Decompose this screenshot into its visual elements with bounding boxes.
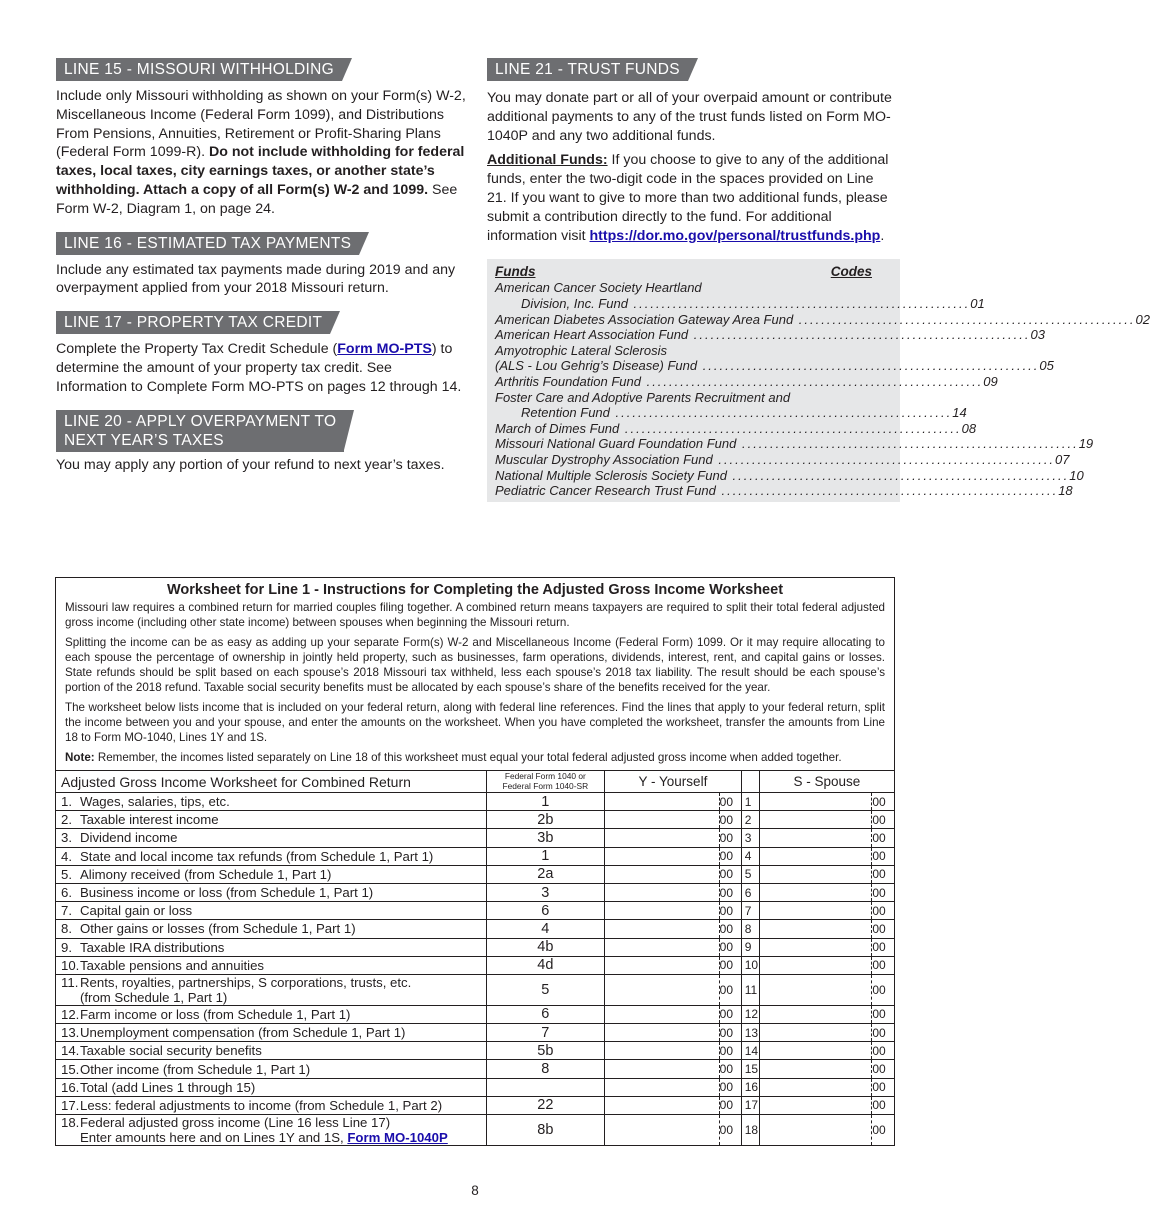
agi-row-label: 5. Alimony received (from Schedule 1, Part 1): [56, 865, 486, 883]
spouse-amount-input[interactable]: [759, 974, 872, 1005]
agi-row-label: 2. Taxable interest income: [56, 811, 486, 829]
yourself-amount-input[interactable]: [605, 1096, 720, 1114]
fund-row: [495, 311, 1150, 328]
line-number: 1: [741, 793, 759, 811]
agi-row-label: 3. Dividend income: [56, 829, 486, 847]
line-number: 10: [741, 956, 759, 974]
agi-row-label: 1. Wages, salaries, tips, etc.: [56, 793, 486, 811]
spouse-amount-input[interactable]: [759, 883, 872, 901]
federal-line-ref: [486, 1078, 605, 1096]
spouse-amount-input[interactable]: [759, 811, 872, 829]
fund-row: [495, 327, 1045, 343]
spouse-amount-input[interactable]: [759, 920, 872, 938]
fund-code: 19: [1078, 436, 1094, 452]
fund-row: [495, 373, 998, 390]
agi-row-label: 10.Taxable pensions and annuities: [56, 956, 486, 974]
yourself-amount-input[interactable]: [605, 883, 720, 901]
form-mo-pts-link[interactable]: Form MO-PTS: [337, 341, 432, 358]
agi-row-label: 4. State and local income tax refunds (from Schedule 1, Part 1): [56, 847, 486, 865]
federal-line-ref: 22: [486, 1096, 605, 1114]
funds-rows: [495, 280, 1150, 499]
spouse-cents: 00: [872, 1042, 894, 1060]
additional-funds-text: Additional Funds: If you choose to give to any of the additional funds, enter the two-digit code in the spaces provided on Line 21. If you want to give to more than two additional funds, please submit a contribution directly to the fund. For additional information visit https://dor.mo.gov/personal/trustfunds.php.: [487, 152, 889, 244]
line21-heading: LINE 21 - TRUST FUNDS: [487, 58, 688, 81]
spouse-cents: 00: [872, 1115, 894, 1146]
agi-row: [56, 1060, 894, 1078]
line-number: 2: [741, 811, 759, 829]
trust-funds-url-link[interactable]: https://dor.mo.gov/personal/trustfunds.php: [589, 227, 881, 244]
agi-row-label: 15.Other income (from Schedule 1, Part 1): [56, 1060, 486, 1078]
line-number: 12: [741, 1005, 759, 1023]
yourself-cents: 00: [719, 974, 741, 1005]
yourself-cents: 00: [719, 938, 741, 956]
fund-code: 18: [1058, 483, 1073, 499]
yourself-amount-input[interactable]: [605, 811, 720, 829]
worksheet-paragraph-3: The worksheet below lists income that is included on your federal return, along with federal line references. Find the lines that apply to your federal return, split the income between you and your spouse, and enter the amounts on the worksheet. When you have completed the worksheet, transfer the amounts from Line 18 to Form MO-1040, Lines 1Y and 1S.: [65, 701, 885, 744]
funds-table-header: Funds Codes: [495, 264, 872, 280]
fund-name: American Heart Association Fund: [495, 327, 689, 343]
fund-name-prefix: American Cancer Society Heartland: [495, 280, 702, 296]
spouse-cents: 00: [872, 1060, 894, 1078]
fund-name: Arthritis Foundation Fund: [495, 373, 641, 389]
fund-name: Division, Inc. Fund: [521, 295, 628, 311]
funds-table: [487, 259, 1150, 501]
spouse-amount-input[interactable]: [759, 938, 872, 956]
agi-row: [56, 974, 894, 1005]
spouse-cents: 00: [872, 1005, 894, 1023]
dot-leader: ............................................................: [726, 467, 1070, 483]
line-number: 11: [741, 974, 759, 1005]
spouse-cents: 00: [872, 883, 894, 901]
line-number: 3: [741, 829, 759, 847]
federal-line-ref: 2b: [486, 811, 605, 829]
fund-code: 05: [1039, 358, 1054, 374]
line17-heading: LINE 17 - PROPERTY TAX CREDIT: [56, 311, 330, 334]
agi-row: [56, 829, 894, 847]
yourself-cents: 00: [719, 1042, 741, 1060]
line16-section: [56, 232, 466, 299]
agi-row: [56, 956, 894, 974]
fund-name: Missouri National Guard Foundation Fund: [495, 436, 737, 452]
federal-line-ref: 5: [486, 974, 605, 1005]
federal-line-ref: 3: [486, 883, 605, 901]
agi-row-label: 11. Rents, royalties, partnerships, S corporations, trusts, etc. (from Schedule 1, Part 1): [56, 974, 486, 1005]
spouse-cents: 00: [872, 956, 894, 974]
yourself-amount-input[interactable]: [605, 865, 720, 883]
agi-row-label: 7. Capital gain or loss: [56, 902, 486, 920]
federal-form-column-header: Federal Form 1040 or Federal Form 1040-SR: [486, 771, 605, 793]
fund-name: American Diabetes Association Gateway Area Fund: [495, 311, 794, 327]
yourself-cents: 00: [719, 956, 741, 974]
federal-line-ref: 4: [486, 920, 605, 938]
spouse-amount-input[interactable]: [759, 956, 872, 974]
fund-row: [495, 451, 1070, 468]
spouse-column-header: S - Spouse: [759, 771, 894, 793]
federal-line-ref: 1: [486, 847, 605, 865]
fund-code: 01: [970, 295, 985, 311]
dot-leader: ............................................................: [697, 358, 1040, 374]
line-number: 17: [741, 1096, 759, 1114]
fund-name-prefix: Foster Care and Adoptive Parents Recruitment and: [495, 389, 791, 405]
fund-row: [495, 358, 1054, 374]
agi-row-label: 8. Other gains or losses (from Schedule 1, Part 1): [56, 920, 486, 938]
line20-section: [56, 410, 466, 475]
agi-row-label: 16.Total (add Lines 1 through 15): [56, 1078, 486, 1096]
line-number: 18: [741, 1115, 759, 1146]
line16-heading: LINE 16 - ESTIMATED TAX PAYMENTS: [56, 232, 359, 255]
dot-leader: ............................................................: [715, 483, 1059, 499]
line17-section: [56, 311, 466, 396]
agi-row: [56, 902, 894, 920]
spouse-cents: 00: [872, 811, 894, 829]
dot-leader: ............................................................: [627, 295, 971, 311]
agi-worksheet: [55, 577, 895, 1146]
fund-code: 14: [952, 405, 967, 421]
yourself-amount-input[interactable]: [605, 920, 720, 938]
dot-leader: ............................................................: [793, 311, 1136, 327]
yourself-cents: 00: [719, 1096, 741, 1114]
fund-name: Retention Fund: [521, 405, 610, 421]
federal-line-ref: 8: [486, 1060, 605, 1078]
agi-row: [56, 1042, 894, 1060]
yourself-amount-input[interactable]: [605, 847, 720, 865]
yourself-cents: 00: [719, 1115, 741, 1146]
line21-text: You may donate part or all of your overpaid amount or contribute additional payments to any of the trust funds listed on Form MO-1040P and any two additional funds.: [487, 90, 892, 144]
line-number: 14: [741, 1042, 759, 1060]
agi-row: [56, 1078, 894, 1096]
federal-line-ref: 7: [486, 1024, 605, 1042]
agi-row: [56, 811, 894, 829]
spouse-amount-input[interactable]: [759, 829, 872, 847]
federal-line-ref: 1: [486, 793, 605, 811]
dot-leader: ............................................................: [619, 420, 962, 436]
agi-row: [56, 1096, 894, 1114]
agi-table: [56, 770, 894, 1145]
yourself-cents: 00: [719, 811, 741, 829]
agi-row-label: 6. Business income or loss (from Schedule 1, Part 1): [56, 883, 486, 901]
yourself-amount-input[interactable]: [605, 956, 720, 974]
spouse-amount-input[interactable]: [759, 793, 872, 811]
federal-line-ref: 3b: [486, 829, 605, 847]
yourself-amount-input[interactable]: [605, 793, 720, 811]
federal-line-ref: 2a: [486, 865, 605, 883]
yourself-cents: 00: [719, 1005, 741, 1023]
fund-name: (ALS - Lou Gehrig’s Disease) Fund: [495, 358, 698, 374]
spouse-amount-input[interactable]: [759, 902, 872, 920]
fund-code: 07: [1055, 451, 1070, 467]
federal-line-ref: 5b: [486, 1042, 605, 1060]
line15-heading: LINE 15 - MISSOURI WITHHOLDING: [56, 58, 342, 81]
yourself-amount-input[interactable]: [605, 1078, 720, 1096]
line-number: 6: [741, 883, 759, 901]
line15-text: Include only Missouri withholding as shown on your Form(s) W-2, Miscellaneous Income (Federal Form 1099), and Distributions From Pensions, Annuities, Retirement or Profit-Sharing Plans (Federal Form 1099-R). Do not include withholding for federal taxes, local taxes, city earnings taxes, or another state’s withholding. Attach a copy of all Form(s) W-2 and 1099. See Form W-2, Diagram 1, on page 24.: [56, 88, 466, 217]
agi-row-label: 18.Federal adjusted gross income (Line 16 less Line 17) Enter amounts here and on Lines 1Y and 1S, Form MO-1040P: [56, 1115, 486, 1146]
spouse-cents: 00: [872, 793, 894, 811]
dot-leader: ............................................................: [688, 327, 1031, 343]
fund-name-prefix: Amyotrophic Lateral Sclerosis: [495, 342, 667, 358]
line-number: 4: [741, 847, 759, 865]
yourself-cents: 00: [719, 865, 741, 883]
fund-row: [495, 483, 1073, 499]
spouse-cents: 00: [872, 938, 894, 956]
left-column: [56, 58, 466, 487]
form-mo-1040p-link[interactable]: Form MO-1040P: [347, 1130, 448, 1145]
page-number: 8: [471, 1183, 479, 1198]
spouse-cents: 00: [872, 829, 894, 847]
line15-section: [56, 58, 466, 219]
spouse-cents: 00: [872, 902, 894, 920]
yourself-amount-input[interactable]: [605, 1060, 720, 1078]
spouse-cents: 00: [872, 865, 894, 883]
spouse-amount-input[interactable]: [759, 1060, 872, 1078]
dot-leader: ............................................................: [712, 451, 1056, 467]
agi-row-label: 17.Less: federal adjustments to income (from Schedule 1, Part 2): [56, 1096, 486, 1114]
spouse-cents: 00: [872, 847, 894, 865]
agi-table-header: [56, 771, 894, 793]
federal-line-ref: 4d: [486, 956, 605, 974]
federal-line-ref: 6: [486, 902, 605, 920]
fund-code: 09: [983, 373, 998, 389]
spouse-cents: 00: [872, 1096, 894, 1114]
fund-code: 03: [1030, 327, 1045, 343]
right-column: [487, 58, 1150, 502]
spouse-amount-input[interactable]: [759, 865, 872, 883]
yourself-amount-input[interactable]: [605, 1115, 720, 1146]
worksheet-title: Worksheet for Line 1 - Instructions for Completing the Adjusted Gross Income Worksheet: [166, 582, 784, 598]
fund-row: [495, 295, 985, 312]
fund-row: [495, 405, 967, 421]
yourself-cents: 00: [719, 793, 741, 811]
federal-line-ref: 4b: [486, 938, 605, 956]
spouse-amount-input[interactable]: [759, 1024, 872, 1042]
agi-row: [56, 793, 894, 811]
yourself-cents: 00: [719, 883, 741, 901]
agi-row: [56, 847, 894, 865]
line17-text: Complete the Property Tax Credit Schedule (Form MO-PTS) to determine the amount of your property tax credit. See Information to Complete Form MO-PTS on pages 12 through 14.: [56, 341, 462, 395]
spouse-amount-input[interactable]: [759, 1096, 872, 1114]
yourself-amount-input[interactable]: [605, 1005, 720, 1023]
agi-table-title: Adjusted Gross Income Worksheet for Combined Return: [56, 771, 486, 793]
yourself-column-header: Y - Yourself: [605, 771, 742, 793]
yourself-cents: 00: [719, 1078, 741, 1096]
agi-row-label: 13.Unemployment compensation (from Schedule 1, Part 1): [56, 1024, 486, 1042]
fund-row: [495, 436, 1094, 452]
fund-code: 08: [961, 420, 977, 436]
spouse-amount-input[interactable]: [759, 1115, 872, 1146]
agi-row: [56, 920, 894, 938]
federal-line-ref: 6: [486, 1005, 605, 1023]
yourself-cents: 00: [719, 1060, 741, 1078]
yourself-cents: 00: [719, 847, 741, 865]
line-number: 13: [741, 1024, 759, 1042]
agi-row: [56, 1024, 894, 1042]
line20-text: You may apply any portion of your refund to next year’s taxes.: [56, 456, 445, 473]
dot-leader: ............................................................: [640, 373, 984, 389]
fund-name: Muscular Dystrophy Association Fund: [495, 451, 713, 467]
line-number: 16: [741, 1078, 759, 1096]
line-number: 9: [741, 938, 759, 956]
line20-heading: LINE 20 - APPLY OVERPAYMENT TO NEXT YEAR’S TAXES: [56, 410, 344, 452]
fund-name: National Multiple Sclerosis Society Fund: [495, 467, 727, 483]
line16-text: Include any estimated tax payments made during 2019 and any overpayment applied from your 2018 Missouri return.: [56, 261, 456, 297]
yourself-amount-input[interactable]: [605, 829, 720, 847]
agi-row-label: 12.Farm income or loss (from Schedule 1, Part 1): [56, 1005, 486, 1023]
yourself-amount-input[interactable]: [605, 902, 720, 920]
yourself-amount-input[interactable]: [605, 1042, 720, 1060]
dot-leader: ............................................................: [609, 405, 953, 421]
spouse-amount-input[interactable]: [759, 1042, 872, 1060]
yourself-amount-input[interactable]: [605, 974, 720, 1005]
spouse-cents: 00: [872, 920, 894, 938]
agi-row-label: 14.Taxable social security benefits: [56, 1042, 486, 1060]
agi-row: [56, 1115, 894, 1146]
line-number: 7: [741, 902, 759, 920]
worksheet-paragraph-1: Missouri law requires a combined return for married couples filing together. A combined return means taxpayers are required to split their total federal adjusted gross income (including other state income) between spouses when beginning the Missouri return.: [65, 601, 885, 629]
agi-row: [56, 865, 894, 883]
agi-row: [56, 938, 894, 956]
fund-row: [495, 420, 977, 437]
yourself-amount-input[interactable]: [605, 1024, 720, 1042]
yourself-cents: 00: [719, 1024, 741, 1042]
line-number: 8: [741, 920, 759, 938]
spouse-amount-input[interactable]: [759, 847, 872, 865]
spouse-cents: 00: [872, 1024, 894, 1042]
spouse-cents: 00: [872, 1078, 894, 1096]
line-number: 15: [741, 1060, 759, 1078]
fund-name: Pediatric Cancer Research Trust Fund: [495, 483, 716, 499]
agi-row: [56, 1005, 894, 1023]
worksheet-note: Note: Remember, the incomes listed separately on Line 18 of this worksheet must equal your total federal adjusted gross income when added together.: [65, 751, 842, 764]
spouse-cents: 00: [872, 974, 894, 1005]
yourself-amount-input[interactable]: [605, 938, 720, 956]
spouse-amount-input[interactable]: [759, 1078, 872, 1096]
fund-name: March of Dimes Fund: [495, 420, 620, 436]
federal-line-ref: 8b: [486, 1115, 605, 1146]
fund-row: [495, 467, 1084, 484]
yourself-cents: 00: [719, 829, 741, 847]
spouse-amount-input[interactable]: [759, 1005, 872, 1023]
worksheet-paragraph-2: Splitting the income can be as easy as adding up your separate Form(s) W-2 and Miscellaneous Income (Federal Form) 1099. Or it may require allocating to each spouse the percentage of ownership in jointly held property, such as businesses, farm operations, dividends, interest, rent, and capital gains or losses. State refunds should be split based on each spouse’s 2018 Missouri tax withheld, less each spouse’s 2018 tax liability. The result should be each spouse’s portion of the 2018 refund. Taxable social security benefits must be allocated by each spouse’s share of the benefits received for the year.: [65, 636, 885, 694]
agi-row: [56, 883, 894, 901]
dot-leader: ............................................................: [736, 436, 1079, 452]
fund-code: 02: [1135, 311, 1150, 327]
fund-code: 10: [1069, 467, 1084, 483]
yourself-cents: 00: [719, 902, 741, 920]
agi-row-label: 9. Taxable IRA distributions: [56, 938, 486, 956]
line-number: 5: [741, 865, 759, 883]
yourself-cents: 00: [719, 920, 741, 938]
